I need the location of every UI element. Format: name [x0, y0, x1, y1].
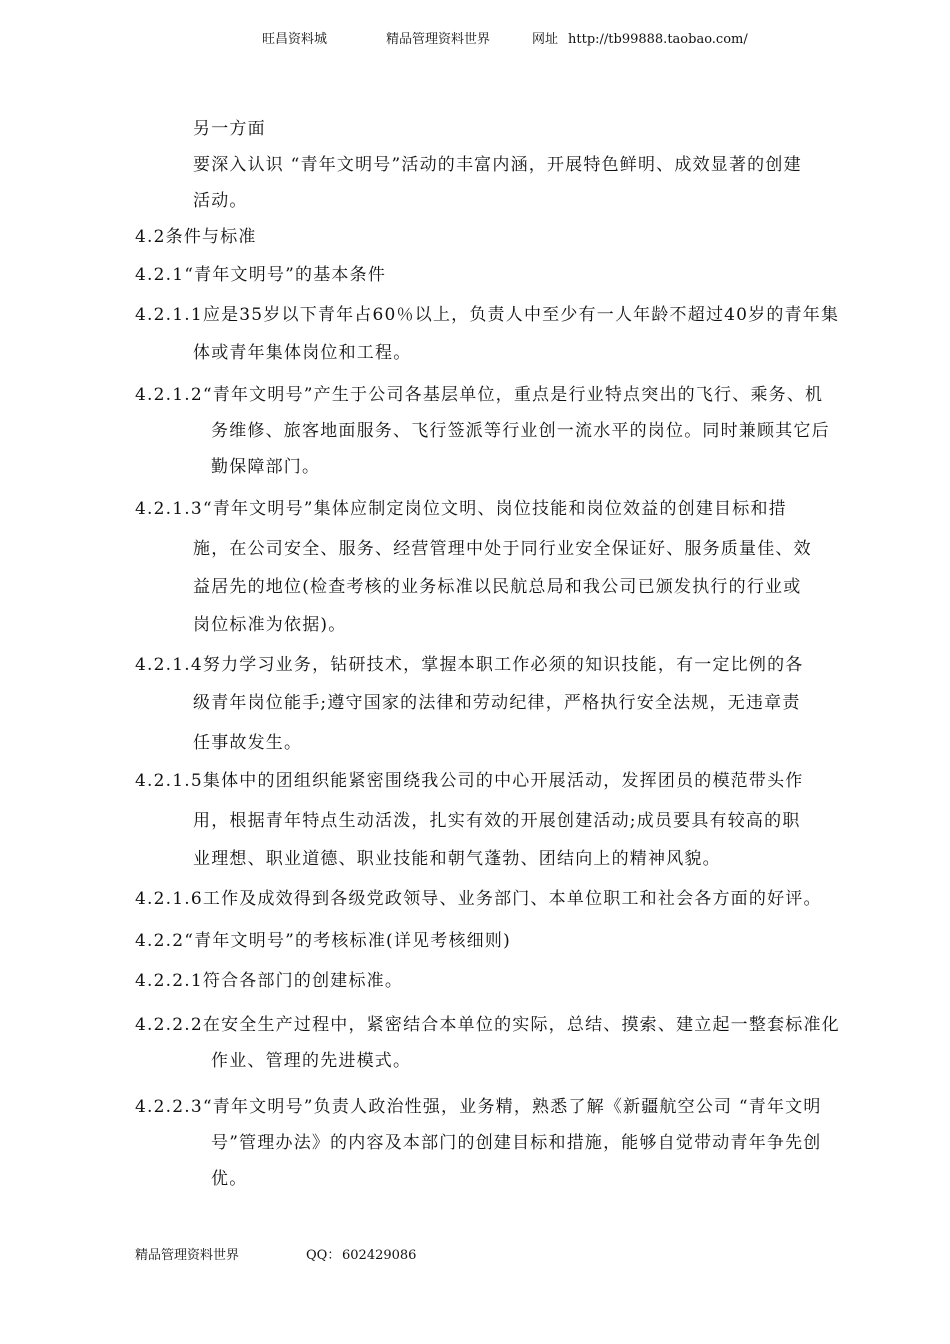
item-4-2-1-5-line-2: 用，根据青年特点生动活泼，扎实有效的开展创建活动;成员要具有较高的职	[193, 811, 801, 831]
item-4-2-1-4-line-1: 4.2.1.4努力学习业务，钻研技术，掌握本职工作必须的知识技能，有一定比例的各	[135, 655, 804, 675]
item-4-2-1-3-line-3: 益居先的地位(检查考核的业务标准以民航总局和我公司已颁发执行的行业或	[193, 577, 802, 597]
item-4-2-2-3-line-3: 优。	[211, 1169, 248, 1189]
item-4-2-1-2-line-3: 勤保障部门。	[211, 457, 321, 477]
item-4-2-1-3-line-1: 4.2.1.3“青年文明号”集体应制定岗位文明、岗位技能和岗位效益的创建目标和措	[135, 499, 787, 519]
body-line-2: 要深入认识 “青年文明号”活动的丰富内涵，开展特色鲜明、成效显著的创建	[193, 155, 802, 175]
header-url-link[interactable]: http://tb99888.taobao.com/	[568, 32, 748, 47]
page-footer	[0, 1246, 950, 1266]
footer-qq-label: QQ：	[306, 1248, 341, 1263]
footer-qq-number: 602429086	[342, 1248, 417, 1263]
body-line-3: 活动。	[193, 191, 248, 211]
item-4-2-1-3-line-4: 岗位标准为依据)。	[193, 615, 347, 635]
item-4-2-1-1-line-1: 4.2.1.1应是35岁以下青年占60％以上，负责人中至少有一人年龄不超过40岁的青年集	[135, 305, 840, 325]
item-4-2-1-5-line-1: 4.2.1.5集体中的团组织能紧密围绕我公司的中心开展活动，发挥团员的模范带头作	[135, 771, 804, 791]
item-4-2-1-4-line-2: 级青年岗位能手;遵守国家的法律和劳动纪律，严格执行安全法规，无违章责	[193, 693, 801, 713]
item-4-2-1-3-line-2: 施，在公司安全、服务、经营管理中处于同行业安全保证好、服务质量佳、效	[193, 539, 812, 559]
item-4-2-1-5-line-3: 业理想、职业道德、职业技能和朝气蓬勃、团结向上的精神风貌。	[193, 849, 721, 869]
item-4-2-2-2-line-1: 4.2.2.2在安全生产过程中，紧密结合本单位的实际，总结、摸索、建立起一整套标准化	[135, 1015, 840, 1035]
item-4-2-1-4-line-3: 任事故发生。	[193, 733, 303, 753]
item-4-2-2-2-line-2: 作业、管理的先进模式。	[211, 1051, 412, 1071]
item-4-2-2-3-line-2: 号”管理办法》的内容及本部门的创建目标和措施，能够自觉带动青年争先创	[211, 1133, 822, 1153]
page-header	[0, 30, 950, 50]
item-4-2-2-1: 4.2.2.1符合各部门的创建标准。	[135, 971, 404, 991]
item-4-2-1-1-line-2: 体或青年集体岗位和工程。	[193, 343, 412, 363]
header-url-label: 网址	[532, 32, 559, 47]
item-4-2-1-2-line-2: 务维修、旅客地面服务、飞行签派等行业创一流水平的岗位。同时兼顾其它后	[211, 421, 830, 441]
header-slogan: 精品管理资料世界	[386, 32, 491, 47]
header-shop-name: 旺昌资料城	[262, 32, 328, 47]
section-heading-4-2-2: 4.2.2“青年文明号”的考核标准(详见考核细则)	[135, 931, 511, 951]
body-line-1: 另一方面	[193, 119, 266, 139]
section-heading-4-2: 4.2条件与标准	[135, 227, 257, 247]
section-heading-4-2-1: 4.2.1“青年文明号”的基本条件	[135, 265, 387, 285]
item-4-2-2-3-line-1: 4.2.2.3“青年文明号”负责人政治性强，业务精，熟悉了解《新疆航空公司 “青年文明	[135, 1097, 822, 1117]
item-4-2-1-6: 4.2.1.6工作及成效得到各级党政领导、业务部门、本单位职工和社会各方面的好评。	[135, 889, 822, 909]
item-4-2-1-2-line-1: 4.2.1.2“青年文明号”产生于公司各基层单位，重点是行业特点突出的飞行、乘务、机	[135, 385, 824, 405]
footer-brand: 精品管理资料世界	[135, 1248, 240, 1263]
